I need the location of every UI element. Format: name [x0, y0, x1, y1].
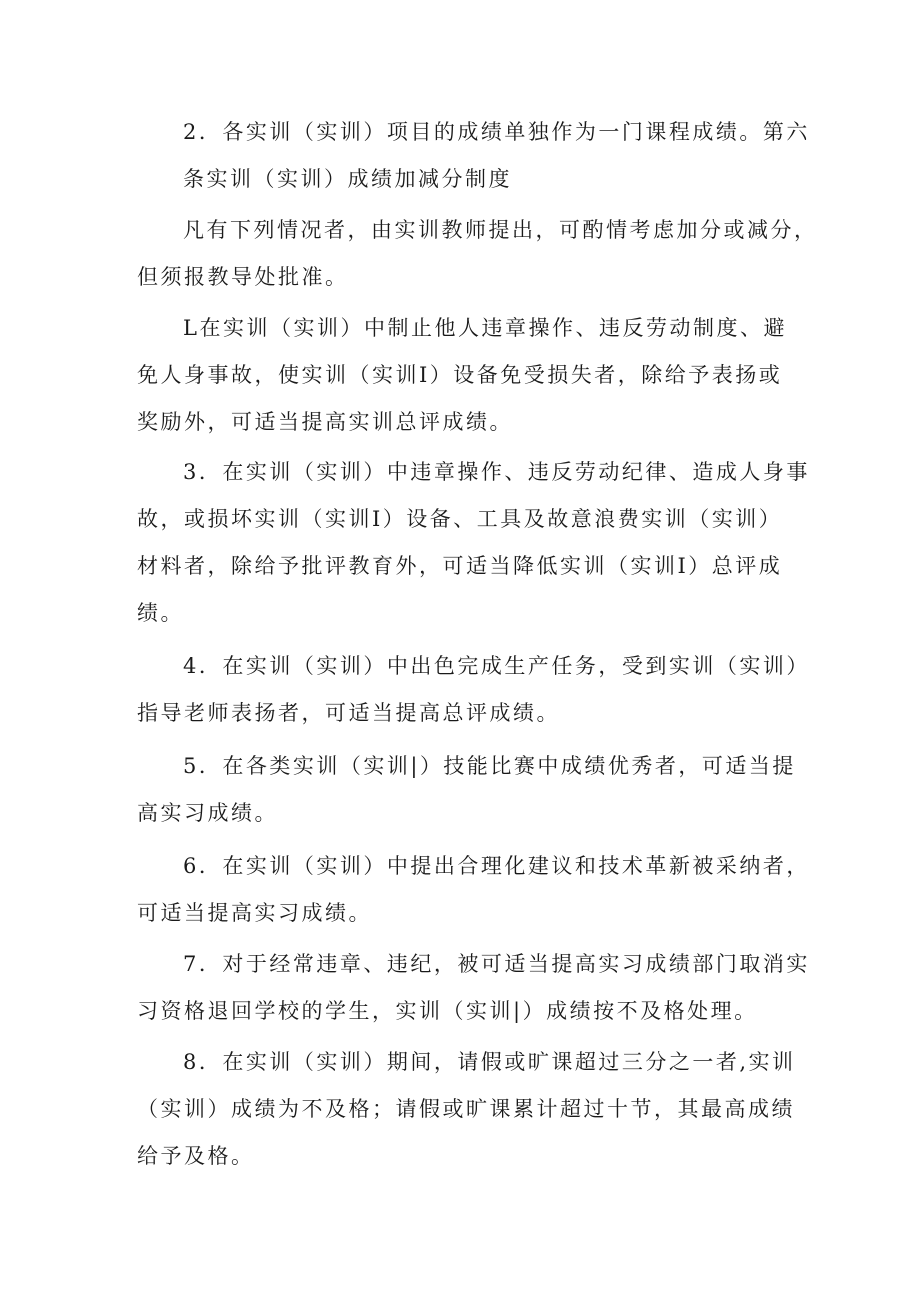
- text-line: 可适当提高实习成绩。: [137, 901, 372, 925]
- paragraph-item-1: [137, 305, 797, 446]
- text-line: 2．各实训（实训）项目的成绩单独作为一门课程成绩。第六: [183, 120, 810, 144]
- text-line: 4．在实训（实训）中出色完成生产任务，受到实训（实训）: [183, 654, 810, 678]
- text-line: 材料者，除给予批评教育外，可适当降低实训（实训I）总评成: [137, 554, 783, 578]
- text-line: 凡有下列情况者，由实训教师提出，可酌情考虑加分或减分，: [183, 218, 818, 242]
- paragraph-item-7: [137, 941, 810, 1035]
- paragraph-item-2: [137, 109, 810, 203]
- text-line: 5．在各类实训（实训|）技能比赛中成绩优秀者，可适当提: [183, 754, 796, 778]
- text-line: 奖励外，可适当提高实训总评成绩。: [137, 410, 513, 434]
- paragraph-item-5: [137, 743, 797, 837]
- text-line: 绩。: [137, 601, 184, 625]
- text-line: 给予及格。: [137, 1144, 255, 1168]
- text-line: 8．在实训（实训）期间，请假或旷课超过三分之一者,实训: [183, 1050, 796, 1074]
- text-line: 3．在实训（实训）中违章操作、违反劳动纪律、造成人身事: [183, 460, 810, 484]
- text-line: 故，或损坏实训（实训I）设备、工具及故意浪费实训（实训）: [137, 507, 783, 531]
- text-line: 6．在实训（实训）中提出合理化建议和技术革新被采纳者，: [183, 854, 810, 878]
- text-line: 但须报教导处批准。: [137, 265, 349, 289]
- paragraph-item-6: [137, 843, 810, 937]
- text-line: 指导老师表扬者，可适当提高总评成绩。: [137, 701, 560, 725]
- text-line: 高实习成绩。: [137, 801, 278, 825]
- paragraph-item-8: [137, 1039, 797, 1180]
- text-line: 免人身事故，使实训（实训I）设备免受损失者，除给予表扬或: [137, 363, 783, 387]
- text-line: 习资格退回学校的学生，实训（实训|）成绩按不及格处理。: [137, 999, 758, 1023]
- text-line: L在实训（实训）中制止他人违章操作、违反劳动制度、避: [183, 316, 787, 340]
- text-line: （实训）成绩为不及格；请假或旷课累计超过十节，其最高成绩: [137, 1097, 795, 1121]
- paragraph-intro: [137, 207, 818, 301]
- paragraph-item-3: [137, 449, 810, 637]
- text-line: 7．对于经常违章、违纪，被可适当提高实习成绩部门取消实: [183, 952, 810, 976]
- text-line: 条实训（实训）成绩加减分制度: [183, 167, 512, 191]
- paragraph-item-4: [137, 643, 810, 737]
